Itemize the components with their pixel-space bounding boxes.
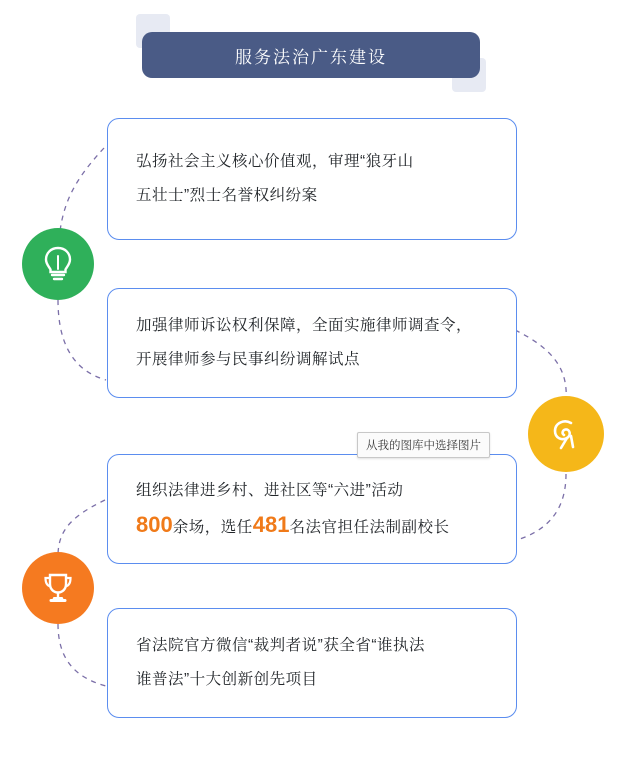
card-line: 省法院官方微信“裁判者说”获全省“谁执法	[136, 637, 425, 654]
badge-award	[22, 552, 94, 624]
lightbulb-icon	[41, 245, 75, 283]
content-card-core-values	[107, 118, 517, 240]
card-line: 谁普法”十大创新创先项目	[136, 671, 318, 688]
trophy-icon	[39, 569, 77, 607]
highlight-number-481: 481	[252, 511, 290, 537]
badge-service	[528, 396, 604, 472]
image-picker-tooltip: 从我的图库中选择图片	[357, 432, 490, 458]
card-line: 组织法律进乡村、进社区等“六进”活动	[136, 481, 404, 499]
card-line: 五壮士”烈士名誉权纠纷案	[136, 187, 318, 204]
badge-idea	[22, 228, 94, 300]
card-line-rich	[136, 508, 488, 545]
content-card-wechat-program	[107, 608, 517, 718]
card-line: 弘扬社会主义核心价值观，审理“狼牙山	[136, 153, 414, 170]
card-line: 加强律师诉讼权利保障，全面实施律师调查令，	[136, 317, 473, 334]
ribbon-icon	[546, 414, 586, 454]
rich-suffix-text: 名法官担任法制副校长	[289, 518, 450, 536]
rich-middle-text: 余场，选任	[172, 518, 253, 536]
content-card-lawyer-rights	[107, 288, 517, 398]
highlight-number-800: 800	[136, 511, 173, 537]
page-title: 服务法治广东建设	[235, 47, 387, 67]
card-line: 开展律师参与民事纠纷调解试点	[136, 351, 361, 368]
title-banner	[142, 32, 480, 78]
content-card-law-into-villages	[107, 454, 517, 564]
